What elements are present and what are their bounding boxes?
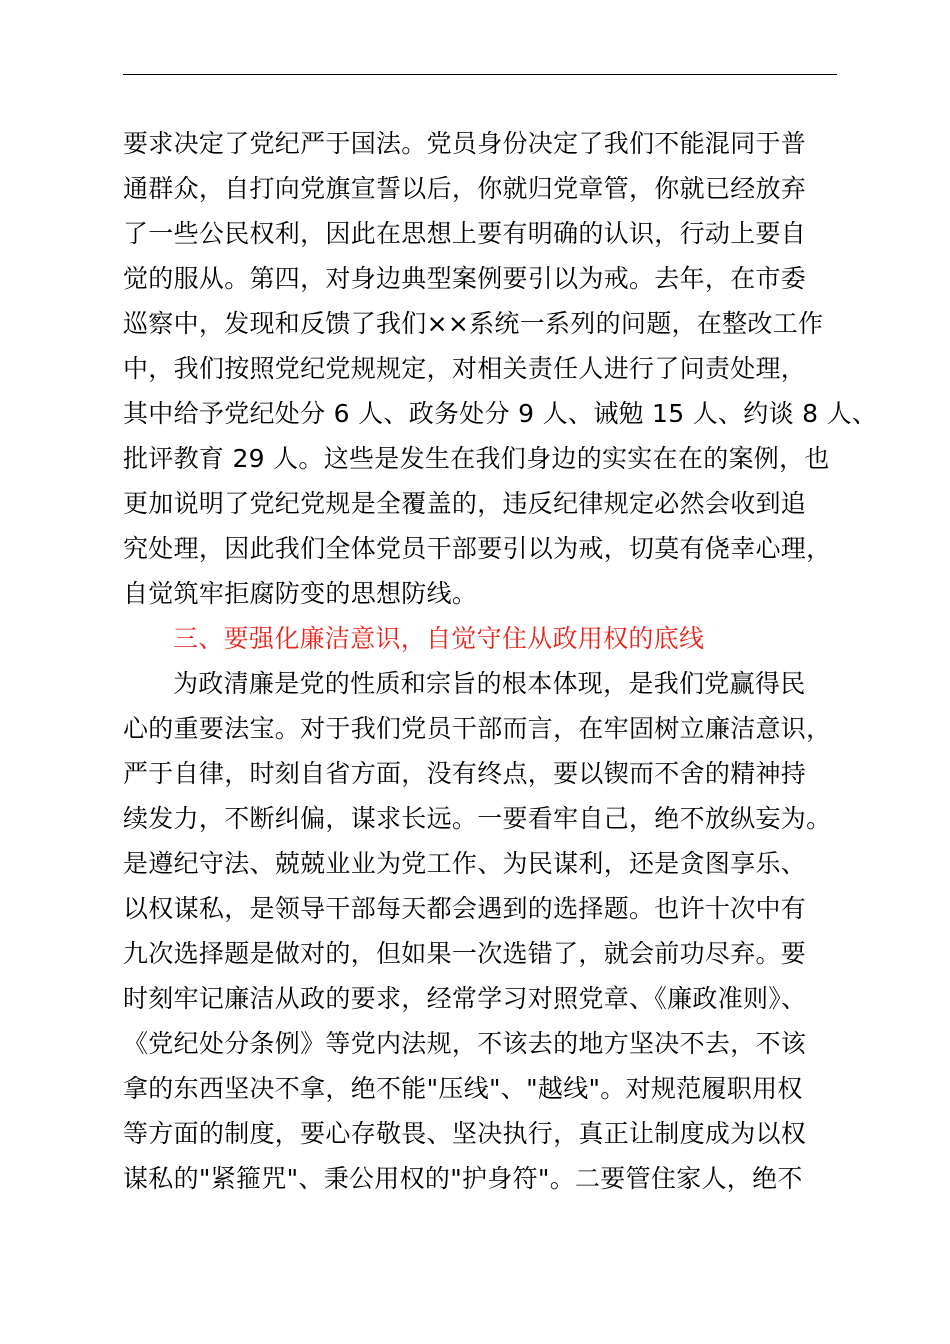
body-line: 觉的服从。第四，对身边典型案例要引以为戒。去年，在市委 — [123, 264, 807, 293]
body-line: 以权谋私，是领导干部每天都会遇到的选择题。也许十次中有 — [123, 894, 807, 923]
header-rule — [123, 74, 837, 75]
paragraph-first-line: 为政清廉是党的性质和宗旨的根本体现，是我们党赢得民 — [173, 669, 806, 698]
body-line: 心的重要法宝。对于我们党员干部而言，在牢固树立廉洁意识， — [123, 714, 832, 743]
body-line: 拿的东西坚决不拿，绝不能"压线"、"越线"。对规范履职用权 — [123, 1074, 803, 1103]
body-line: 九次选择题是做对的，但如果一次选错了，就会前功尽弃。要 — [123, 939, 807, 968]
body-line: 通群众，自打向党旗宣誓以后，你就归党章管，你就已经放弃 — [123, 174, 807, 203]
body-line: 其中给予党纪处分 6 人、政务处分 9 人、诫勉 15 人、约谈 8 人、 — [123, 399, 878, 428]
body-line: 续发力，不断纠偏，谋求长远。一要看牢自己，绝不放纵妄为。 — [123, 804, 832, 833]
body-line: 巡察中，发现和反馈了我们××系统一系列的问题，在整改工作 — [123, 309, 824, 338]
document-body — [123, 121, 878, 1201]
body-line: 严于自律，时刻自省方面，没有终点，要以锲而不舍的精神持 — [123, 759, 807, 788]
body-line: 要求决定了党纪严于国法。党员身份决定了我们不能混同于普 — [123, 129, 807, 158]
body-line: 是遵纪守法、兢兢业业为党工作、为民谋利，还是贪图享乐、 — [123, 849, 807, 878]
body-line: 究处理，因此我们全体党员干部要引以为戒，切莫有侥幸心理， — [123, 534, 832, 563]
body-line: 《党纪处分条例》等党内法规，不该去的地方坚决不去，不该 — [123, 1029, 807, 1058]
body-line: 等方面的制度，要心存敬畏、坚决执行，真正让制度成为以权 — [123, 1119, 807, 1148]
body-line: 中，我们按照党纪党规规定，对相关责任人进行了问责处理， — [123, 354, 807, 383]
body-line: 更加说明了党纪党规是全覆盖的，违反纪律规定必然会收到追 — [123, 489, 807, 518]
body-line: 了一些公民权利，因此在思想上要有明确的认识，行动上要自 — [123, 219, 807, 248]
body-line: 谋私的"紧箍咒"、秉公用权的"护身符"。二要管住家人，绝不 — [123, 1164, 803, 1193]
body-line: 自觉筑牢拒腐防变的思想防线。 — [123, 579, 478, 608]
section-heading: 三、要强化廉洁意识，自觉守住从政用权的底线 — [173, 624, 705, 653]
body-line: 批评教育 29 人。这些是发生在我们身边的实实在在的案例，也 — [123, 444, 830, 473]
body-line: 时刻牢记廉洁从政的要求，经常学习对照党章、《廉政准则》、 — [123, 984, 807, 1013]
